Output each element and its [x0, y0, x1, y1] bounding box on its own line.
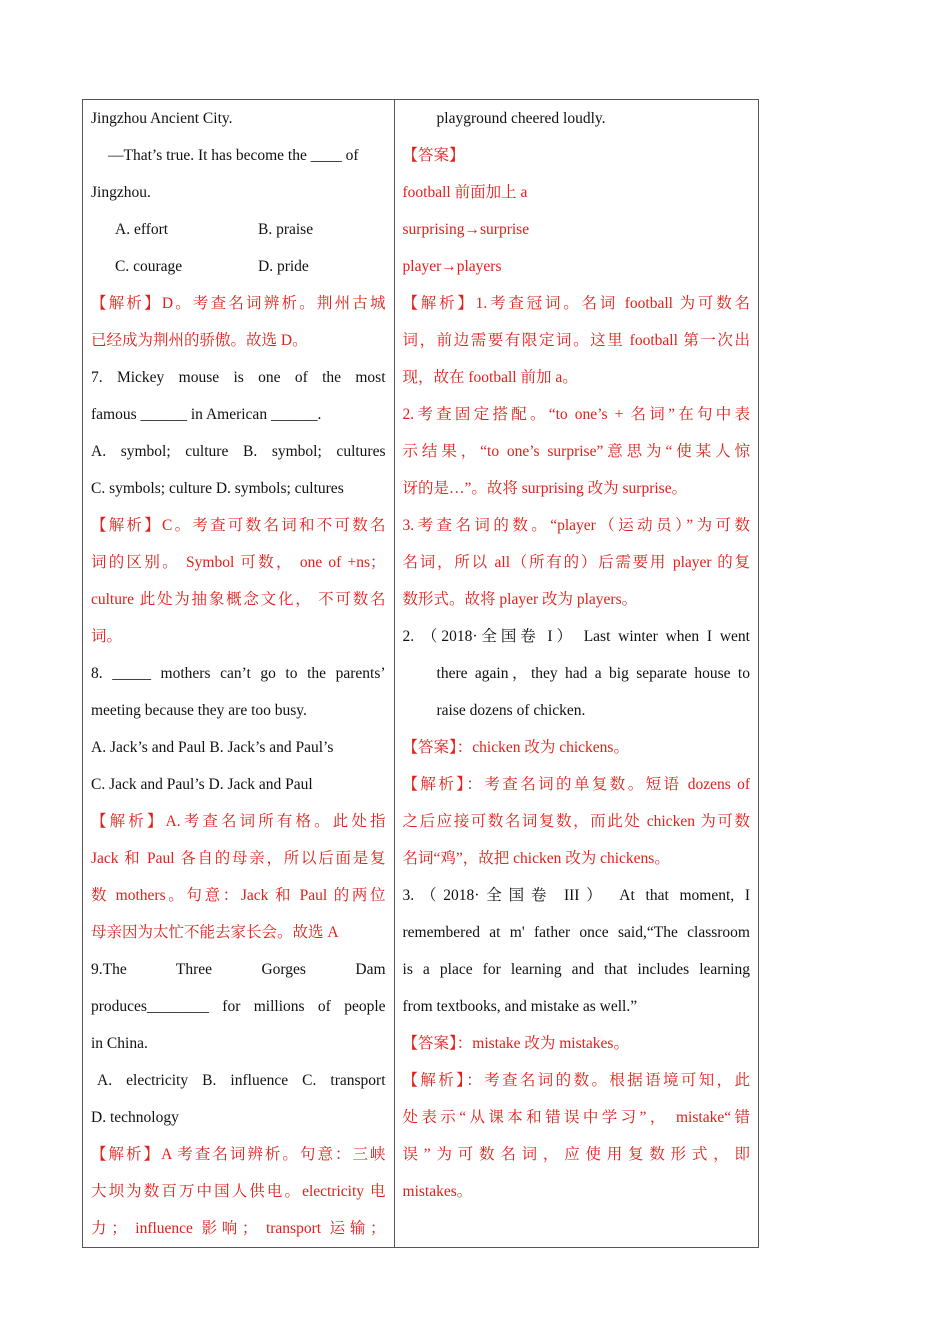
explain-line-2: 词，前边需要有限定词。这里 football 第一次出 — [402, 332, 750, 349]
explain-line-6: 讶的是…”。故将 surprising 改为 surprise。 — [402, 480, 688, 497]
q8-options-2: C. Jack and Paul’s D. Jack and Paul — [91, 776, 313, 793]
q7-analysis-3: culture 此处为抽象概念文化， 不可数名 — [91, 591, 386, 608]
q6-line3: Jingzhou. — [91, 184, 151, 201]
q8-analysis-4: 母亲因为太忙不能去家长会。故选 A — [91, 924, 339, 941]
explain-line-4: 2.考查固定搭配。“to one’s + 名词”在句中表 — [402, 406, 750, 423]
q8-line1: 8. _____ mothers can’t go to the parents’ — [91, 665, 386, 682]
q7-analysis-4: 词。 — [91, 628, 123, 645]
q9-line3: in China. — [91, 1035, 148, 1052]
q3-line2: remembered at m' father once said,“The classroom — [402, 924, 750, 941]
q9-analysis-1: 【解析】A 考查名词辨析。句意：三峡 — [91, 1146, 386, 1163]
explain-line-8: 名词，所以 all（所有的）后需要用 player 的复 — [402, 554, 750, 571]
q7-analysis-1: 【解析】C。考查可数名词和不可数名 — [91, 517, 386, 534]
q8-options-1: A. Jack’s and Paul B. Jack’s and Paul’s — [91, 739, 334, 756]
explain-line-5: 示结果，“to one’s surprise”意思为“使某人惊 — [402, 443, 750, 460]
q6-options-cd — [91, 248, 386, 285]
q9-line1: 9.The Three Gorges Dam — [91, 961, 386, 978]
explain-line-7: 3.考查名词的数。“player（运动员）”为可数 — [402, 517, 750, 534]
right-column — [394, 100, 758, 1248]
q2-line3: raise dozens of chicken. — [436, 702, 586, 719]
q7-analysis-2: 词的区别。 Symbol 可数， one of +ns； — [91, 554, 386, 571]
q7-options-2: C. symbols; culture D. symbols; cultures — [91, 480, 344, 497]
answer-line-1: football 前面加上 a — [402, 184, 528, 201]
q6-analysis-1: 【解析】D。考查名词辨析。荆州古城 — [91, 295, 386, 312]
q3-line4: from textbooks, and mistake as well.” — [402, 998, 638, 1015]
q2-explain-3: 名词“鸡”，故把 chicken 改为 chickens。 — [402, 850, 670, 867]
left-column — [83, 100, 395, 1248]
q7-line1: 7. Mickey mouse is one of the most — [91, 369, 386, 386]
answer-line-2: surprising→surprise — [402, 221, 530, 238]
explain-line-9: 数形式。故将 player 改为 players。 — [402, 591, 638, 608]
q7-line2: famous ______ in American ______. — [91, 406, 322, 423]
content-table — [82, 99, 759, 1248]
q3-explain-3: 误”为可数名词，应使用复数形式，即 — [402, 1146, 750, 1163]
q3-explain-1: 【解析】：考查名词的数。根据语境可知，此 — [402, 1072, 750, 1089]
q6-option-d: D. pride — [258, 258, 309, 275]
q9-options-1: A. electricity B. influence C. transport — [97, 1072, 386, 1089]
q8-analysis-1: 【解析】A.考查名词所有格。此处指 — [91, 813, 386, 830]
q3-answer: 【答案】：mistake 改为 mistakes。 — [402, 1035, 629, 1052]
explain-line-3: 现，故在 football 前加 a。 — [402, 369, 578, 386]
answer-label: 【答案】 — [402, 147, 465, 164]
q8-line2: meeting because they are too busy. — [91, 702, 307, 719]
q3-line3: is a place for learning and that includes learning — [402, 961, 750, 978]
q9-line2: produces________ for millions of people — [91, 998, 386, 1015]
q2-explain-2: 之后应接可数名词复数，而此处 chicken 为可数 — [402, 813, 750, 830]
q3-explain-2: 处表示“从课本和错误中学习”， mistake“错 — [402, 1109, 750, 1126]
q6-options-ab — [91, 211, 386, 248]
q2-line1: 2. （2018·全国卷 I） Last winter when I went — [402, 628, 750, 645]
explain-line-1: 【解析】1.考查冠词。名词 football 为可数名 — [402, 295, 750, 312]
q9-analysis-3: 力； influence 影响； transport 运输； — [91, 1220, 386, 1237]
q2-line2: there again，they had a big separate house to — [436, 665, 750, 682]
q9-analysis-2: 大坝为数百万中国人供电。electricity 电 — [91, 1183, 386, 1200]
q9-options-2: D. technology — [91, 1109, 179, 1126]
q6-analysis-2: 已经成为荆州的骄傲。故选 D。 — [91, 332, 308, 349]
q2-explain-1: 【解析】：考查名词的单复数。短语 dozens of — [402, 776, 750, 793]
r0-line: playground cheered loudly. — [436, 110, 606, 127]
q7-options-1: A. symbol; culture B. symbol; cultures — [91, 443, 386, 460]
q6-tail: Jingzhou Ancient City. — [91, 110, 233, 127]
q6-option-a: A. effort — [115, 221, 169, 238]
q8-analysis-2: Jack 和 Paul 各自的母亲，所以后面是复 — [91, 850, 386, 867]
q2-answer: 【答案】：chicken 改为 chickens。 — [402, 739, 629, 756]
answer-line-3: player→players — [402, 258, 502, 275]
q6-line2: —That’s true. It has become the ____ of — [108, 147, 359, 164]
q3-line1: 3.（2018·全国卷 III） At that moment, I — [402, 887, 750, 904]
q6-option-c: C. courage — [115, 258, 183, 275]
q3-explain-4: mistakes。 — [402, 1183, 473, 1200]
q6-option-b: B. praise — [258, 221, 314, 238]
q8-analysis-3: 数 mothers。句意：Jack 和 Paul 的两位 — [91, 887, 386, 904]
